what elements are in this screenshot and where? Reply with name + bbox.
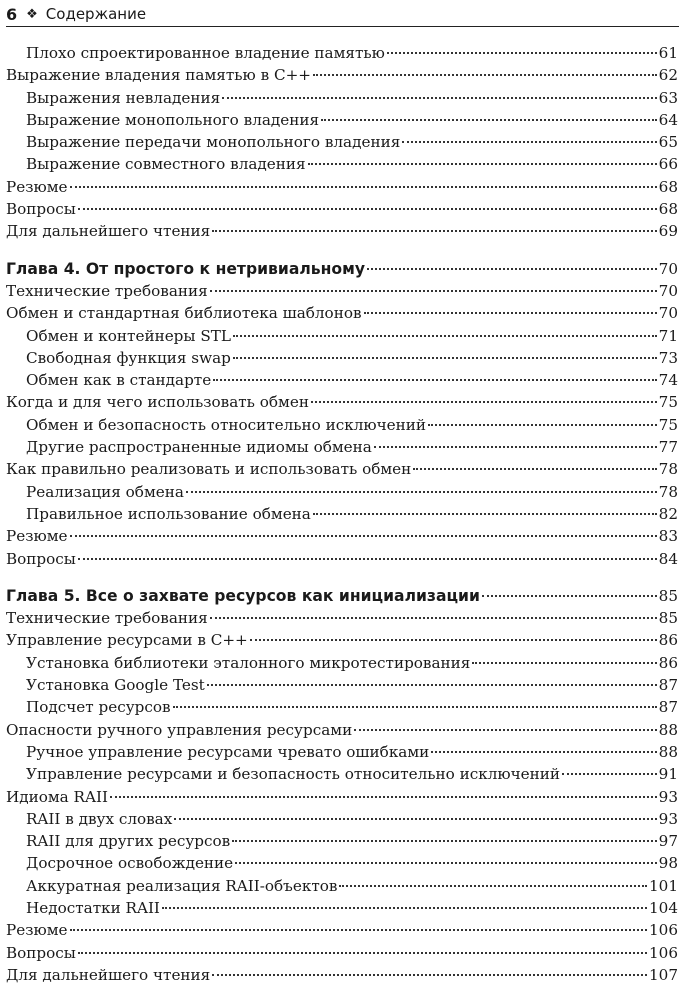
toc-entry-title: Досрочное освобождение bbox=[26, 854, 234, 873]
toc-entry-section[interactable] bbox=[6, 942, 678, 964]
running-header bbox=[6, 3, 679, 25]
dot-leader bbox=[233, 357, 657, 359]
page-number: 6 bbox=[6, 4, 18, 24]
toc-entry-title: Установка Google Test bbox=[26, 676, 205, 695]
toc-entry-page: 82 bbox=[658, 504, 678, 523]
toc-entry-title: RAII для других ресурсов bbox=[26, 832, 231, 851]
dot-leader bbox=[232, 840, 656, 842]
dot-leader bbox=[308, 163, 657, 165]
toc-entry-sub[interactable] bbox=[6, 652, 678, 674]
dot-leader bbox=[367, 268, 657, 270]
dot-leader bbox=[311, 401, 657, 403]
toc-entry-page: 91 bbox=[658, 765, 678, 784]
toc-entry-title: Резюме bbox=[6, 921, 68, 940]
toc-entry-section[interactable] bbox=[6, 786, 678, 808]
toc-entry-page: 75 bbox=[658, 393, 678, 412]
dot-leader bbox=[70, 535, 657, 537]
toc-entry-page: 61 bbox=[658, 44, 678, 62]
toc-entry-title: Идиома RAII bbox=[6, 787, 108, 806]
toc-entry-section[interactable] bbox=[6, 302, 678, 324]
toc-entry-sub[interactable] bbox=[6, 808, 678, 830]
toc-entry-page: 107 bbox=[649, 965, 678, 984]
toc-entry-sub[interactable] bbox=[6, 87, 678, 109]
toc-entry-sub[interactable] bbox=[6, 369, 678, 391]
toc-entry-title: Как правильно реализовать и использовать обмен bbox=[6, 460, 412, 479]
toc-entry-chapter[interactable] bbox=[6, 585, 678, 607]
toc-entry-sub[interactable] bbox=[6, 436, 678, 458]
dot-leader bbox=[313, 513, 657, 515]
dot-leader bbox=[174, 818, 656, 820]
toc-entry-page: 85 bbox=[658, 609, 678, 628]
toc-entry-page: 74 bbox=[658, 371, 678, 390]
dot-leader bbox=[162, 907, 647, 909]
toc-entry-title: Правильное использование обмена bbox=[26, 504, 311, 523]
diamond-ornament-icon: ❖ bbox=[26, 6, 38, 22]
dot-leader bbox=[482, 595, 657, 597]
toc-entry-page: 70 bbox=[658, 281, 678, 300]
dot-leader bbox=[212, 974, 647, 976]
toc-entry-title: Обмен как в стандарте bbox=[26, 371, 212, 390]
toc-entry-page: 93 bbox=[658, 809, 678, 828]
toc-entry-title: Глава 4. От простого к нетривиальному bbox=[6, 259, 366, 278]
toc-entry-title: Выражение монопольного владения bbox=[26, 110, 320, 129]
toc-entry-page: 64 bbox=[658, 110, 678, 129]
toc-entry-sub[interactable] bbox=[6, 42, 678, 64]
toc-entry-title: Вопросы bbox=[6, 943, 76, 962]
dot-leader bbox=[78, 208, 657, 210]
dot-leader bbox=[110, 796, 657, 798]
dot-leader bbox=[210, 617, 657, 619]
dot-leader bbox=[562, 773, 657, 775]
toc-entry-page: 104 bbox=[649, 898, 678, 917]
dot-leader bbox=[235, 862, 657, 864]
running-header-title: Содержание bbox=[45, 5, 147, 23]
toc-entry-page: 86 bbox=[658, 653, 678, 672]
toc-entry-page: 77 bbox=[658, 438, 678, 457]
toc-entry-title: Ручное управление ресурсами чревато ошибками bbox=[26, 742, 430, 761]
toc-entry-page: 106 bbox=[649, 943, 678, 962]
toc-entry-title: Вопросы bbox=[6, 200, 76, 219]
toc-entry-title: Реализация обмена bbox=[26, 482, 184, 501]
dot-leader bbox=[78, 952, 647, 954]
chapter-gap bbox=[6, 570, 678, 585]
dot-leader bbox=[354, 729, 656, 731]
dot-leader bbox=[431, 751, 656, 753]
toc-entry-section[interactable] bbox=[6, 198, 678, 220]
toc-entry-title: Недостатки RAII bbox=[26, 898, 160, 917]
toc-entry-sub[interactable] bbox=[6, 325, 678, 347]
chapter-gap bbox=[6, 243, 678, 258]
toc-entry-title: Когда и для чего использовать обмен bbox=[6, 393, 309, 412]
toc-entry-section[interactable] bbox=[6, 176, 678, 198]
dot-leader bbox=[173, 706, 657, 708]
toc-entry-page: 70 bbox=[658, 304, 678, 323]
toc-entry-sub[interactable] bbox=[6, 503, 678, 525]
dot-leader bbox=[472, 662, 656, 664]
toc-entry-section[interactable] bbox=[6, 391, 678, 413]
toc-entry-title: RAII в двух словах bbox=[26, 809, 173, 828]
toc-entry-section[interactable] bbox=[6, 607, 678, 629]
toc-entry-page: 84 bbox=[658, 549, 678, 568]
toc-entry-title: Для дальнейшего чтения bbox=[6, 222, 211, 241]
toc-entry-sub[interactable] bbox=[6, 830, 678, 852]
toc-entry-title: Для дальнейшего чтения bbox=[6, 965, 211, 984]
toc-entry-title: Резюме bbox=[6, 177, 68, 196]
toc-entry-sub[interactable] bbox=[6, 414, 678, 436]
toc-entry-page: 65 bbox=[658, 133, 678, 152]
dot-leader bbox=[339, 885, 647, 887]
dot-leader bbox=[70, 929, 647, 931]
toc-entry-page: 75 bbox=[658, 415, 678, 434]
toc-entry-page: 70 bbox=[658, 259, 678, 278]
toc-entry-section[interactable] bbox=[6, 548, 678, 570]
toc-entry-section[interactable] bbox=[6, 64, 678, 86]
toc-entry-sub[interactable] bbox=[6, 674, 678, 696]
toc-entry-title: Опасности ручного управления ресурсами bbox=[6, 720, 353, 739]
table-of-contents bbox=[6, 42, 678, 986]
toc-entry-page: 66 bbox=[658, 155, 678, 174]
toc-entry-page: 68 bbox=[658, 177, 678, 196]
dot-leader bbox=[250, 639, 657, 641]
toc-entry-sub[interactable] bbox=[6, 763, 678, 785]
toc-entry-page: 93 bbox=[658, 787, 678, 806]
dot-leader bbox=[364, 312, 657, 314]
toc-entry-page: 106 bbox=[649, 921, 678, 940]
toc-entry-page: 88 bbox=[658, 742, 678, 761]
toc-entry-title: Выражение совместного владения bbox=[26, 155, 306, 174]
dot-leader bbox=[222, 97, 657, 99]
toc-entry-sub[interactable] bbox=[6, 852, 678, 874]
dot-leader bbox=[387, 52, 657, 54]
toc-entry-section[interactable] bbox=[6, 525, 678, 547]
toc-entry-title: Технические требования bbox=[6, 281, 208, 300]
dot-leader bbox=[212, 230, 656, 232]
toc-entry-sub[interactable] bbox=[6, 109, 678, 131]
toc-entry-sub[interactable] bbox=[6, 875, 678, 897]
toc-entry-title: Подсчет ресурсов bbox=[26, 698, 171, 717]
dot-leader bbox=[207, 684, 657, 686]
toc-entry-title: Технические требования bbox=[6, 609, 208, 628]
toc-entry-page: 97 bbox=[658, 832, 678, 851]
toc-entry-title: Глава 5. Все о захвате ресурсов как инициализации bbox=[6, 586, 480, 605]
toc-entry-section[interactable] bbox=[6, 280, 678, 302]
toc-entry-page: 73 bbox=[658, 348, 678, 367]
header-rule bbox=[6, 26, 679, 27]
toc-entry-page: 68 bbox=[658, 200, 678, 219]
toc-entry-chapter[interactable] bbox=[6, 258, 678, 280]
toc-entry-title: Резюме bbox=[6, 527, 68, 546]
dot-leader bbox=[321, 119, 657, 121]
toc-entry-section[interactable] bbox=[6, 458, 678, 480]
dot-leader bbox=[186, 491, 657, 493]
dot-leader bbox=[313, 74, 657, 76]
toc-entry-sub[interactable] bbox=[6, 153, 678, 175]
toc-entry-page: 88 bbox=[658, 720, 678, 739]
dot-leader bbox=[233, 335, 657, 337]
toc-entry-title: Вопросы bbox=[6, 549, 76, 568]
toc-entry-page: 98 bbox=[658, 854, 678, 873]
toc-entry-title: Плохо спроектированное владение памятью bbox=[26, 44, 385, 62]
toc-entry-title: Установка библиотеки эталонного микротестирования bbox=[26, 653, 471, 672]
toc-entry-page: 87 bbox=[658, 698, 678, 717]
dot-leader bbox=[413, 468, 656, 470]
toc-entry-title: Обмен и стандартная библиотека шаблонов bbox=[6, 304, 362, 323]
toc-entry-title: Управление ресурсами и безопасность относительно исключений bbox=[26, 765, 561, 784]
toc-entry-page: 63 bbox=[658, 88, 678, 107]
toc-entry-page: 86 bbox=[658, 631, 678, 650]
toc-entry-title: Аккуратная реализация RAII-объектов bbox=[26, 876, 338, 895]
dot-leader bbox=[402, 141, 656, 143]
toc-entry-section[interactable] bbox=[6, 964, 678, 986]
toc-entry-section[interactable] bbox=[6, 220, 678, 242]
dot-leader bbox=[210, 290, 657, 292]
toc-entry-page: 69 bbox=[658, 222, 678, 241]
toc-entry-section[interactable] bbox=[6, 919, 678, 941]
toc-entry-page: 78 bbox=[658, 460, 678, 479]
toc-entry-title: Выражение владения памятью в C++ bbox=[6, 66, 312, 85]
toc-entry-title: Обмен и безопасность относительно исключений bbox=[26, 415, 427, 434]
toc-entry-page: 85 bbox=[658, 586, 678, 605]
toc-entry-page: 87 bbox=[658, 676, 678, 695]
toc-entry-page: 71 bbox=[658, 326, 678, 345]
toc-entry-page: 62 bbox=[658, 66, 678, 85]
toc-entry-page: 78 bbox=[658, 482, 678, 501]
toc-entry-sub[interactable] bbox=[6, 481, 678, 503]
toc-entry-page: 101 bbox=[649, 876, 678, 895]
dot-leader bbox=[374, 446, 657, 448]
dot-leader bbox=[213, 379, 656, 381]
toc-entry-title: Обмен и контейнеры STL bbox=[26, 326, 231, 345]
dot-leader bbox=[70, 186, 657, 188]
toc-entry-sub[interactable] bbox=[6, 897, 678, 919]
toc-entry-sub[interactable] bbox=[6, 347, 678, 369]
toc-entry-section[interactable] bbox=[6, 629, 678, 651]
toc-entry-title: Другие распространенные идиомы обмена bbox=[26, 438, 372, 457]
toc-entry-title: Выражение передачи монопольного владения bbox=[26, 133, 401, 152]
toc-entry-title: Выражения невладения bbox=[26, 88, 221, 107]
toc-entry-page: 83 bbox=[658, 527, 678, 546]
toc-entry-title: Свободная функция swap bbox=[26, 348, 231, 367]
toc-entry-sub[interactable] bbox=[6, 696, 678, 718]
toc-entry-title: Управление ресурсами в C++ bbox=[6, 631, 248, 650]
toc-entry-section[interactable] bbox=[6, 719, 678, 741]
toc-entry-sub[interactable] bbox=[6, 131, 678, 153]
toc-entry-sub[interactable] bbox=[6, 741, 678, 763]
dot-leader bbox=[78, 558, 657, 560]
dot-leader bbox=[428, 424, 657, 426]
